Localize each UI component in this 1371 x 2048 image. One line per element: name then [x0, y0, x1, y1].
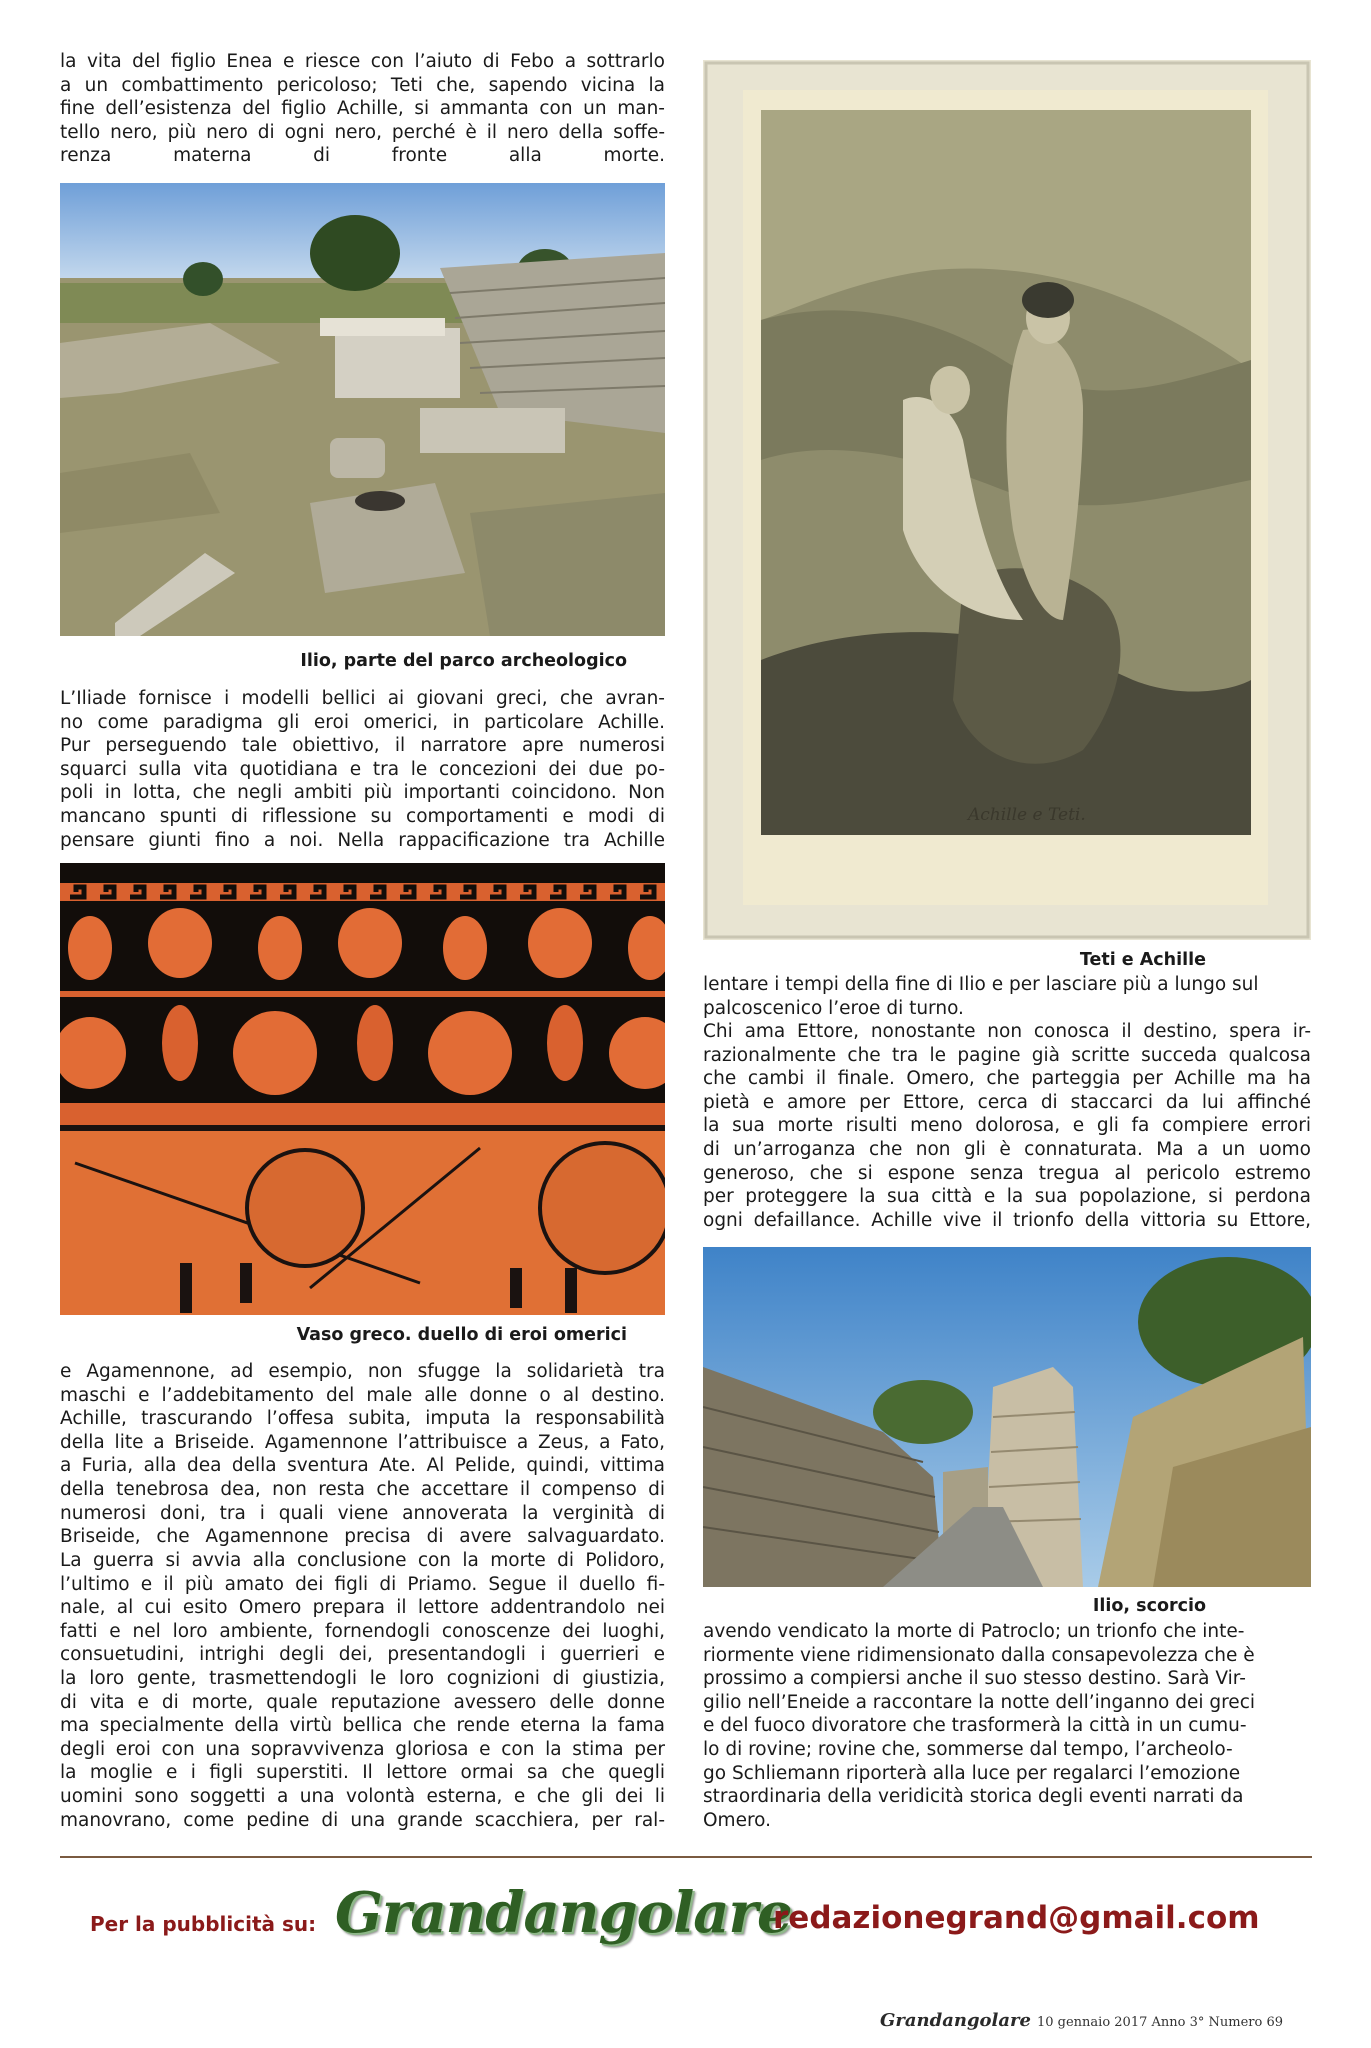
contact-email-link[interactable]: redazionegrand@gmail.com — [773, 1900, 1260, 1936]
footer-divider — [60, 1856, 1312, 1858]
paragraph-slow-end: lentare i tempi della fine di Ilio e per lasciare più a lungo sul palcoscenico l’eroe di turno. — [703, 974, 1259, 1019]
paragraph-ettore: Chi ama Ettore, nonostante non conosca il destino, spera ir- razionalmente che tra le pagine già scritte succeda qualcosa che cambi il finale. Omero, che parteggia per Achille ma ha pietà e amore per Ettore, cerca di staccarci da lui affinché la sua morte risulti meno dolorosa, e gli fa compiere errori di un’arroganza che non gli è connaturata. Ma a un uomo generoso, che si espone senza tregua al pericolo estremo per proteggere la sua città e la sua popolazione, si perdona ogni defaillance. Achille vive il trionfo della vittoria su Ettore, — [703, 1021, 1311, 1231]
issue-brand: Grandangolare — [880, 2010, 1031, 2031]
caption-ilio-scorcio: Ilio, scorcio — [1092, 1596, 1206, 1616]
grandangolare-logo[interactable]: Grandangolare — [335, 1880, 792, 1946]
photo-ilio-scorcio — [703, 1247, 1311, 1587]
photo-ilio-archaeological-park — [60, 183, 665, 636]
paragraph-achilles-triumph: avendo vendicato la morte di Patroclo; un trionfo che inte- riormente viene ridimensionato dalla consapevolezza che è prossimo a compiersi anche il suo stesso destino. Sarà Vir- gilio nell’Eneide a raccontare la notte dell’inganno dei greci e del fuoco divoratore che trasformerà la città in un cumu- lo di rovine; rovine che, sommerse dal tempo, l’archeolo- go Schliemann riporterà alla luce per regalarci l’emozione straordinaria della veridicità storica degli eventi narrati da Omero. — [703, 1621, 1256, 1831]
paragraph-iliad-models: L’Iliade fornisce i modelli bellici ai giovani greci, che avran- no come paradigma gli eroi omerici, in particolare Achille. Pur perseguendo tale obiettivo, il narratore apre numerosi squarci sulla vita quotidiana e tra le concezioni dei due po- poli in lotta, che negli ambiti più importanti coincidono. Non mancano spunti di riflessione su comportamenti e modi di pensare giunti fino a noi. Nella rappacificazione tra Achille — [60, 688, 665, 851]
advertising-label: Per la pubblicità su: — [90, 1912, 317, 1936]
caption-greek-vase: Vaso greco. duello di eroi omerici — [296, 1325, 627, 1345]
paragraph-agamemnon: e Agamennone, ad esempio, non sfugge la solidarietà tra maschi e l’addebitamento del male alle donne o al destino. Achille, trascurando l’offesa subita, imputa la responsabilità della lite a Briseide. Agamennone l’attribuisce a Zeus, a Fato, a Furia, alla dea della sventura Ate. Al Pelide, quindi, vittima della tenebrosa dea, non resta che accettare il compenso di numerosi doni, tra i quali viene annoverata la verginità di Briseide, che Agamennone precisa di avere salvaguardato. — [60, 1361, 665, 1548]
paragraph-intro: la vita del figlio Enea e riesce con l’aiuto di Febo a sottrarlo a un combattimento pericoloso; Teti che, sapendo vicina la fine dell’esistenza del figlio Achille, si ammanta con un man- tello nero, più nero di ogni nero, perché è il nero della soffe- renza materna di fronte alla morte. — [60, 51, 665, 167]
illustration-teti-achille-postcard — [703, 60, 1311, 940]
photo-greek-vase — [60, 863, 665, 1315]
postcard-inscription: Achille e Teti. — [968, 805, 1086, 825]
issue-date: 10 gennaio 2017 Anno 3° Numero 69 — [1036, 2015, 1283, 2030]
issue-info — [880, 2010, 1283, 2031]
paragraph-war-conclusion: La guerra si avvia alla conclusione con la morte di Polidoro, l’ultimo e il più amato dei figli di Priamo. Segue il duello fi- nale, al cui esito Omero prepara il lettore addentrandolo nei fatti e nel loro ambiente, fornendogli conoscenze dei luoghi, consuetudini, intrighi degli dei, presentandogli i guerrieri e la loro gente, trasmettendogli le loro cognizioni di giustizia, di vita e di morte, quale reputazione avessero delle donne ma specialmente della virtù bellica che rende eterna la fama degli eroi con una sopravvivenza gloriosa e con la stima per la moglie e i figli superstiti. Il lettore ormai sa che quegli uomini sono soggetti a una volontà esterna, e che gli dei li manovrano, come pedine di una grande scacchiera, per ral- — [60, 1550, 665, 1831]
caption-ilio-archaeological-park: Ilio, parte del parco archeologico — [300, 651, 627, 671]
caption-teti-achille: Teti e Achille — [1079, 950, 1206, 970]
